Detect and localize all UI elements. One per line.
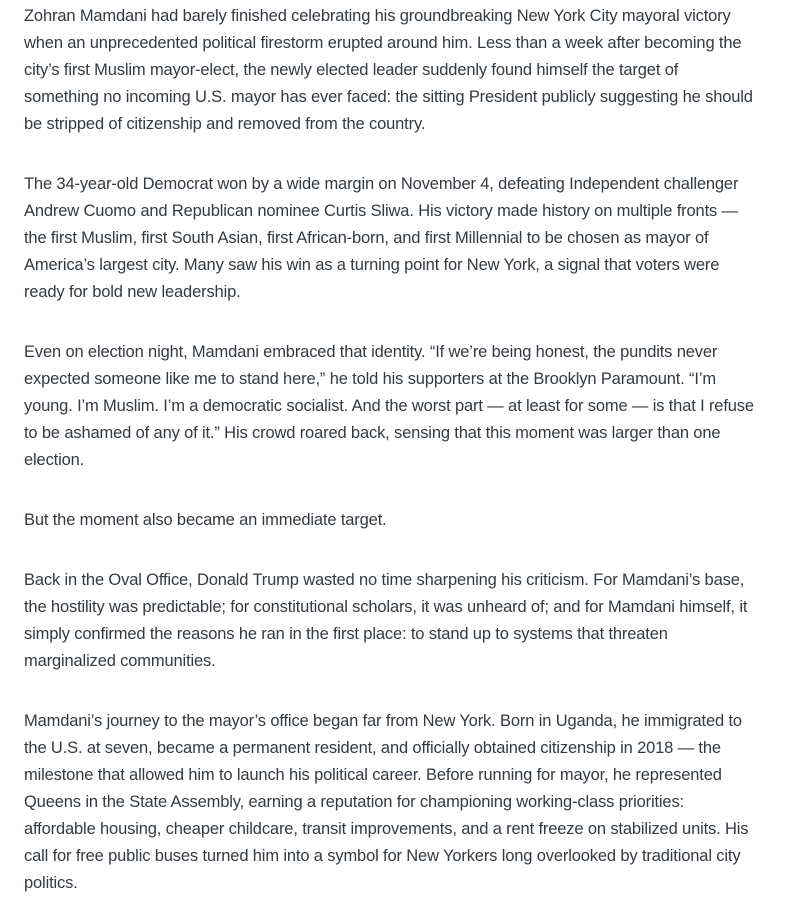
paragraph-trump-criticism: Back in the Oval Office, Donald Trump wasted no time sharpening his criticism. For Mamdani’s base, the hostility was predictable; for constitutional scholars, it was unheard of; and for Mamdani himself, it simply confirmed the reasons he ran in the first place: to stand up to systems that threaten marginalized communities.	[24, 571, 748, 670]
paragraph-immediate-target: But the moment also became an immediate target.	[24, 511, 387, 529]
paragraph-election-night-quote: Even on election night, Mamdani embraced that identity. “If we’re being honest, the pundits never expected someone like me to stand here,” he told his supporters at the Brooklyn Paramount. “I’m young. I’m Muslim. I’m a democratic socialist. And the worst part — at least for some — is that I refuse to be ashamed of any of it.” His crowd roared back, sensing that this moment was larger than one election.	[24, 343, 754, 469]
paragraph-election-results: The 34-year-old Democrat won by a wide margin on November 4, defeating Independent challenger Andrew Cuomo and Republican nominee Curtis Sliwa. His victory made history on multiple fronts — the first Muslim, first South Asian, first African-born, and first Millennial to be chosen as mayor of America’s largest city. Many saw his win as a turning point for New York, a signal that voters were ready for bold new leadership.	[24, 175, 739, 301]
paragraph-background-journey: Mamdani’s journey to the mayor’s office began far from New York. Born in Uganda, he immigrated to the U.S. at seven, became a permanent resident, and officially obtained citizenship in 2018 — the milestone that allowed him to launch his political career. Before running for mayor, he represented Queens in the State Assembly, earning a reputation for championing working-class priorities: affordable housing, cheaper childcare, transit improvements, and a rent freeze on stabilized units. His call for free public buses turned him into a symbol for New Yorkers long overlooked by traditional city politics.	[24, 712, 749, 892]
paragraph-intro: Zohran Mamdani had barely finished celebrating his groundbreaking New York City mayoral victory when an unprecedented political firestorm erupted around him. Less than a week after becoming the city’s first Muslim mayor-elect, the newly elected leader suddenly found himself the target of something no incoming U.S. mayor has ever faced: the sitting President publicly suggesting he should be stripped of citizenship and removed from the country.	[24, 7, 753, 133]
